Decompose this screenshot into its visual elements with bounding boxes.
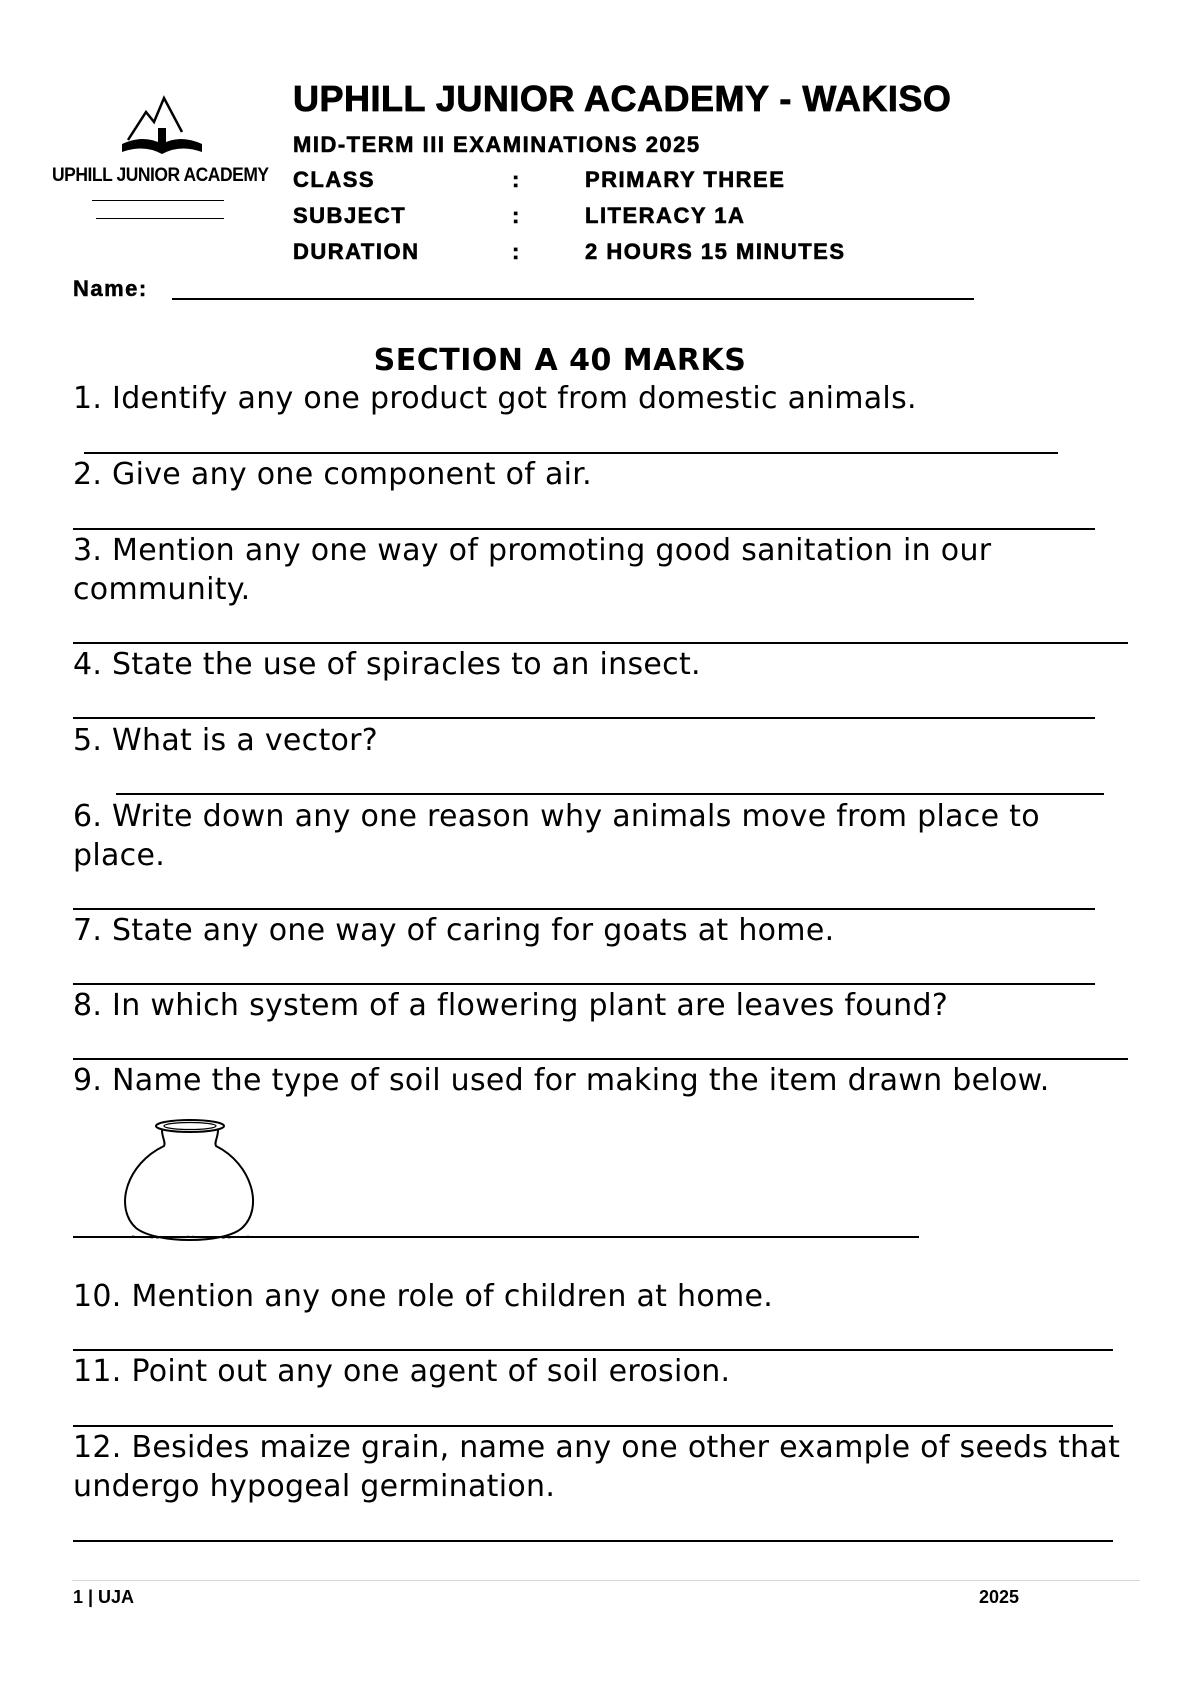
answer-line-12[interactable]: [73, 1540, 1113, 1542]
field-label-duration: DURATION: [293, 239, 420, 264]
footer-rule: [72, 1580, 1140, 1581]
clay-pot-icon: [112, 1112, 262, 1242]
logo-text: UPHILL JUNIOR ACADEMY: [52, 165, 269, 186]
exam-title: MID-TERM III EXAMINATIONS 2025: [293, 132, 701, 157]
question-12: 12. Besides maize grain, name any one other example of seeds that undergo hypogeal germination.: [73, 1430, 1121, 1504]
mountain-book-icon: [52, 92, 270, 164]
question-11: 11. Point out any one agent of soil erosion.: [73, 1354, 731, 1389]
question-7: 7. State any one way of caring for goats at home.: [73, 913, 835, 948]
answer-line-5[interactable]: [116, 793, 1104, 795]
question-3: 3. Mention any one way of promoting good sanitation in our community.: [73, 533, 992, 607]
field-value-class: PRIMARY THREE: [585, 167, 786, 192]
school-logo: [52, 92, 270, 232]
field-label-subject: SUBJECT: [293, 203, 407, 228]
answer-line-11[interactable]: [73, 1425, 1113, 1427]
answer-line-1[interactable]: [84, 452, 1058, 454]
question-10: 10. Mention any one role of children at home.: [73, 1279, 774, 1314]
section-title: SECTION A 40 MARKS: [373, 343, 747, 378]
question-2: 2. Give any one component of air.: [73, 457, 592, 492]
question-4: 4. State the use of spiracles to an insect.: [73, 647, 701, 682]
field-value-duration: 2 HOURS 15 MINUTES: [585, 239, 846, 264]
question-6: 6. Write down any one reason why animals move from place to place.: [73, 799, 1040, 873]
answer-line-8[interactable]: [73, 1058, 1128, 1060]
answer-line-7[interactable]: [73, 983, 1095, 985]
logo-rule: [96, 218, 224, 219]
answer-line-3[interactable]: [73, 642, 1128, 644]
field-separator: :: [512, 203, 521, 228]
field-label-class: CLASS: [293, 167, 376, 192]
question-8: 8. In which system of a flowering plant are leaves found?: [73, 988, 949, 1023]
logo-rule: [92, 200, 224, 201]
footer-year: 2025: [979, 1587, 1020, 1607]
name-field[interactable]: [172, 298, 974, 300]
answer-line-9[interactable]: [73, 1236, 919, 1238]
field-separator: :: [512, 167, 521, 192]
answer-line-2[interactable]: [73, 528, 1095, 530]
school-name: UPHILL JUNIOR ACADEMY - WAKISO: [293, 78, 952, 119]
answer-line-6[interactable]: [73, 908, 1095, 910]
question-1: 1. Identify any one product got from domestic animals.: [73, 381, 917, 416]
question-5: 5. What is a vector?: [73, 723, 379, 758]
footer-page-label: 1 | UJA: [73, 1587, 135, 1607]
answer-line-10[interactable]: [73, 1349, 1113, 1351]
field-separator: :: [512, 239, 521, 264]
question-9: 9. Name the type of soil used for making the item drawn below.: [73, 1063, 1050, 1098]
answer-line-4[interactable]: [73, 717, 1095, 719]
name-label: Name:: [73, 276, 148, 301]
field-value-subject: LITERACY 1A: [585, 203, 746, 228]
